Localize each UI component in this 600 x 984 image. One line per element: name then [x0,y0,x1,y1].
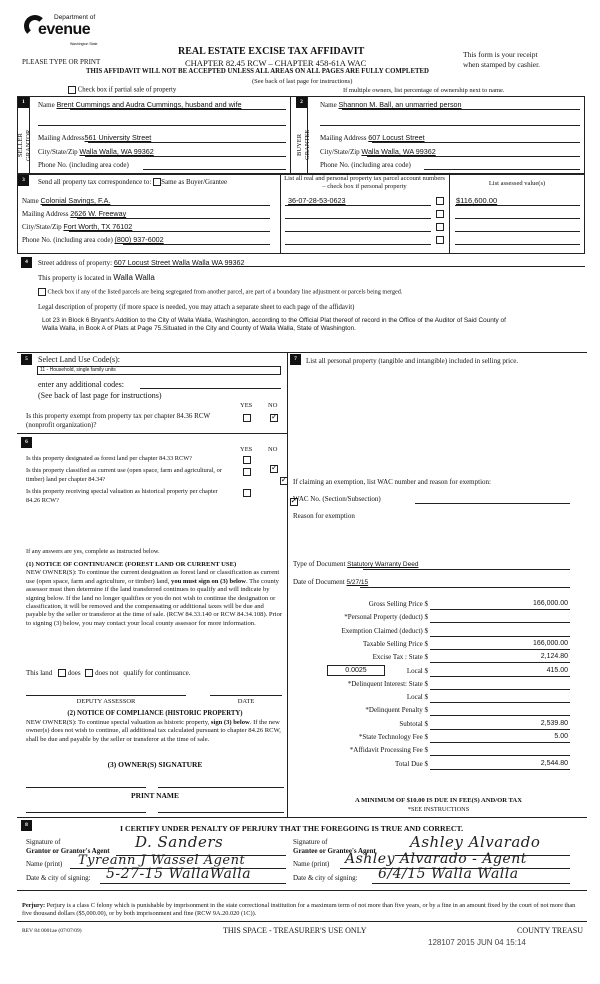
sale-row-label: *Delinquent Penalty $ [365,706,428,714]
sale-row-value[interactable]: 415.00 [546,667,568,674]
section-6-badge: 6 [21,437,32,448]
receipt-note-2: when stamped by cashier. [463,60,541,69]
grantee-label: GRANTEE [304,129,311,161]
assessor-date-line[interactable] [210,695,282,696]
multiple-owners-note: If multiple owners, list percentage of ownership next to name. [343,87,505,94]
date-label: DATE [237,698,255,705]
seller-mailing-label: Mailing Address [38,134,85,142]
land-use-see-back: (See back of last page for instructions) [38,391,162,400]
sale-row-label: *Personal Property (deduct) $ [344,613,428,621]
assessed-header: List assessed value(s) [488,180,546,187]
notice-compliance [26,719,284,744]
same-as-buyer-checkbox[interactable] [153,178,161,186]
perjury-bold: Perjury: [22,902,46,909]
notice-2-text-b: . If the new owner(s) does not wish to continue, all additional tax calculated pursuant to chapter 84.26 RCW, shall be due and payable by the seller or transferor at the time of sale. [26,719,281,743]
logo-department: Department of [54,14,96,21]
seller-name-label: Name [38,101,55,109]
additional-codes-field[interactable] [140,388,281,389]
underline [363,569,570,570]
corr-city-label: City/State/Zip [22,223,62,231]
buyer-phone-label: Phone No. (including area code) [320,161,411,169]
corr-phone-row [22,235,164,244]
personal-property-checkbox[interactable] [436,197,444,205]
cashier-stamp: 128107 2015 JUN 04 15:14 [428,938,526,947]
grantor-name-label: Name (print) [26,860,63,868]
notice-1-title: (1) NOTICE OF CONTINUANCE (FOREST LAND OR CURRENT USE) [26,561,237,568]
sale-row-label: Local $ [406,667,428,675]
sale-row-label: *Delinquent Interest: State $ [347,680,428,688]
sale-row-label: Local $ [406,693,428,701]
corr-name-label: Name [22,197,39,205]
does-label: does [67,669,81,677]
does-qualify-checkbox[interactable] [58,669,66,677]
underline [69,231,270,232]
underline [88,142,286,143]
classification-question: Is this property designated as forest land per chapter 84.33 RCW? [26,455,192,462]
personal-property-label: List all personal property (tangible and intangible) included in selling price. [306,357,519,365]
grantee-sig-label-2: Grantee or Grantee's Agent [293,847,376,855]
grantee-date-label: Date & city of signing: [293,874,358,882]
underline [430,622,570,623]
grantor-sig-label-2: Grantor or Grantor's Agent [26,847,110,855]
sale-row-label: Total Due $ [395,760,428,768]
corr-name-field[interactable]: Colonial Savings, F.A. [40,196,111,205]
seller-label: SELLER [17,133,24,157]
divider [17,433,288,434]
grantee-date-field[interactable]: 6/4/15 Walla Walla [378,866,519,882]
underline [430,715,570,716]
underline [70,109,286,110]
assessed-value-field[interactable]: $116,600.00 [456,196,498,205]
classification-no-checkbox[interactable] [280,477,288,485]
assessed-row [455,222,580,233]
exempt-no-checkbox[interactable] [270,414,278,422]
wac-field[interactable] [415,503,570,504]
continuance-row [26,669,190,677]
yes-header-6: YES [240,446,253,453]
see-back-note: (See back of last page for instructions) [252,78,353,85]
underline [455,244,580,245]
print-name-line-2[interactable] [158,812,284,813]
logo-word: evenue [38,21,91,38]
underline [123,244,270,245]
sale-row-value[interactable]: 5.00 [554,733,568,740]
section-2-badge: 2 [296,97,307,108]
land-use-select[interactable]: 11 - Household, single family units [37,366,281,375]
owner-signature-line-1[interactable] [26,787,146,788]
street-field[interactable]: 607 Locust Street Walla Walla WA 99362 [113,258,245,267]
underline [372,883,570,884]
deputy-assessor-line[interactable] [26,695,186,696]
seller-name-line-2[interactable] [38,125,286,126]
owner-signature-line-2[interactable] [158,787,284,788]
underline [430,636,570,637]
seller-city-label: City/State/Zip [38,148,78,156]
additional-codes-label: enter any additional codes: [38,380,124,389]
buyer-name-line-2[interactable] [320,125,580,126]
classification-yes-checkbox[interactable] [243,468,251,476]
send-correspondence-label: Send all property tax correspondence to: [38,178,152,186]
seller-mailing-field[interactable]: 561 University Street [84,133,152,142]
buyer-city-label: City/State/Zip [320,148,360,156]
correspondence-send-row [38,178,227,186]
exempt-question: Is this property exempt from property tax per chapter 84.36 RCW (nonprofit organization)? [26,412,210,429]
buyer-city-row [320,147,436,156]
underline [455,231,580,232]
personal-property-checkbox[interactable] [436,223,444,231]
located-field[interactable]: Walla Walla [113,273,155,282]
does-not-label: does not [95,669,119,677]
corr-city-row [22,222,132,231]
sale-row-label: Excise Tax : State $ [372,653,428,661]
parcel-row [285,222,447,233]
notice-2-bold: sign (3) below [210,719,250,726]
seller-side-label [17,120,32,170]
sale-row-label: Taxable Selling Price $ [362,640,428,648]
seller-city-field[interactable]: Walla Walla, WA 99362 [79,147,154,156]
corr-city-field[interactable]: Fort Worth, TX 76102 [63,222,133,231]
legal-label: Legal description of property (if more space is needed, you may attach a separate sheet to each page of the affidavit) [38,304,355,311]
street-label: Street address of property: [38,259,113,267]
assessed-row [455,196,580,207]
underline [430,769,570,770]
underline [430,755,570,756]
grantee-name-label: Name (print) [293,860,330,868]
grantor-date-label: Date & city of signing: [26,874,91,882]
sale-row-value[interactable]: 2,124.80 [540,653,568,660]
seller-mailing-row [38,133,151,142]
classification-question: Is this property classified as current use (open space, farm and agricultural, or timber) land per chapter 84.34? [26,467,222,483]
section-1-badge: 1 [18,97,29,108]
parcel-row [285,209,447,220]
section-3-badge: 3 [18,175,29,186]
buyer-phone-row [320,161,411,169]
deputy-assessor-label: DEPUTY ASSESSOR [76,698,136,705]
reason-label: Reason for exemption [293,512,355,520]
located-label: This property is located in [38,274,112,282]
assessed-row [455,235,580,246]
underline [430,689,570,690]
grantor-signature-field[interactable]: D. Sanders [135,833,224,851]
located-row [38,273,155,282]
buyer-name-row [320,100,462,109]
doc-date-field[interactable]: 5/27/15 [346,579,369,586]
sale-row-label: *State Technology Fee $ [358,733,428,741]
underline [285,231,431,232]
form-title: REAL ESTATE EXCISE TAX AFFIDAVIT [178,46,365,57]
grantee-sig-label-1: Signature of [293,838,328,846]
grantor-date-field[interactable]: 5-27-15 WallaWalla [106,866,252,882]
grantor-sig-label-1: Signature of [26,838,61,846]
grantor-label: GRANTOR [25,129,32,161]
treasurer-use-label: THIS SPACE - TREASURER'S USE ONLY [223,926,367,935]
county-treasurer-label: COUNTY TREASU [517,926,584,935]
section-7-badge: 7 [290,354,301,365]
classification-question: Is this property receiving special valuation as historical property per chapter 84.26 RCW? [26,488,218,504]
no-header-6: NO [268,446,278,453]
notice-1-bold: you must sign on (3) below [171,577,246,585]
partial-sale-checkbox[interactable] [68,86,76,94]
doc-date-row [293,578,368,586]
classification-yes-checkbox[interactable] [243,456,251,464]
sale-row-value[interactable]: 2,544.80 [540,760,568,767]
see-instructions: *SEE INSTRUCTIONS [407,806,470,813]
minimum-note: A MINIMUM OF $10.00 IS DUE IN FEE(S) AND/OR TAX [355,797,522,804]
section-8-badge: 8 [21,820,32,831]
notice-1-text-b: . The county assessor must then determine if the land transferred continues to qualify and will indicate by signing below. If the land no longer qualifies or you do not wish to continue the designation or classification, it will be removed and the compensating or additional taxes will be due and payable by the seller or transferor at the time of sale. (RCW 84.33.140 or RCW 84.34.108). Prior to signing (3) below, you may contact your local county assessor for more information. [26,577,283,627]
corr-phone-field[interactable]: (800) 937-6002 [114,235,164,244]
parcel-row [285,196,447,207]
underline [285,218,431,219]
sale-row-value[interactable]: 166,000.00 [532,600,568,607]
underline [455,218,580,219]
grantee-name-field[interactable]: Ashley Alvarado - Agent [345,851,527,867]
segregated-label: Check box if any of the listed parcels are being segregated from another parcel, are part of a boundary line adjustment or parcels being merged. [47,288,403,296]
underline [430,662,570,663]
seller-phone-label: Phone No. (including area code) [38,161,129,169]
receipt-note-1: This form is your receipt [463,50,538,59]
underline [372,142,580,143]
buyer-label: BUYER [296,133,303,157]
seller-name-field[interactable]: Brent Cummings and Audra Cummings, husband and wife [56,100,242,109]
underline [430,702,570,703]
sale-row-value[interactable]: 2,539.80 [540,720,568,727]
corr-name-row [22,196,110,205]
underline [430,609,570,610]
exemption-label: If claiming an exemption, list WAC number and reason for exemption: [293,478,491,486]
logo-state: Washington State [70,42,98,46]
buyer-side-label [296,120,311,170]
does-not-qualify-checkbox[interactable] [85,669,93,677]
perjury-note [22,902,582,918]
print-name-label: PRINT NAME [131,791,179,800]
divider [449,174,450,254]
seller-phone-row [38,161,129,169]
partial-sale-label: Check box if partial sale of property [77,86,177,94]
seller-phone-field[interactable] [143,169,286,170]
underline [342,109,580,110]
divider [17,921,587,922]
if-yes-note: If any answers are yes, complete as instructed below. [26,548,160,555]
buyer-city-field[interactable]: Walla Walla, WA 99362 [361,147,436,156]
underline [285,244,431,245]
buyer-mailing-label: Mailing Address [320,134,367,142]
underline [285,205,431,206]
corr-mailing-field[interactable]: 2626 W. Freeway [70,209,127,218]
perjury-text: Perjury is a class C felony which is punishable by imprisonment in the state correctional institution for a maximum term of not more than five years, or by a fine in an amount fixed by the court of not more than five thousand dollars ($5,000.00), or by both imprisonment and fine (RCW 9A.20.020 (1C)). [22,902,576,917]
classification-yes-checkbox[interactable] [243,489,251,497]
underline [430,649,570,650]
sale-row-label: *Affidavit Processing Fee $ [349,746,428,754]
classification-no-checkbox[interactable] [270,465,278,473]
print-name-line-1[interactable] [26,812,146,813]
sale-row-value[interactable]: 166,000.00 [532,640,568,647]
corr-mailing-row [22,209,126,218]
exempt-yes-checkbox[interactable] [243,414,251,422]
grantor-name-field[interactable]: Tyreann J Wassel Agent [78,853,246,868]
segregated-row [38,288,402,296]
seller-city-row [38,147,154,156]
doc-type-field[interactable]: Statutory Warranty Deed [347,561,419,568]
doc-type-label: Type of Document [293,560,346,568]
divider [287,352,288,818]
divider [17,890,587,891]
doc-type-row [293,560,418,568]
dor-logo [22,12,107,52]
wac-label: WAC No. (Section/Subsection) [293,495,381,503]
buyer-mailing-row [320,133,425,142]
legal-description-field[interactable]: Lot 23 in Block 6 Bryant's Addition to the City of Walla Walla, Washington, according to the Official Plat thereof of record in the Office of the Auditor of Said County of Walla Walla, in Book A of Plats at Page 75.Situated in the City and County of Walla Walla, State of Washington. [42,317,506,332]
completion-warning: THIS AFFIDAVIT WILL NOT BE ACCEPTED UNLESS ALL AREAS ON ALL PAGES ARE FULLY COMPLETED [86,68,429,75]
underline [430,676,570,677]
underline [85,156,286,157]
seller-name-row [38,100,286,109]
section-5-badge: 5 [21,354,32,365]
buyer-mailing-field[interactable]: 607 Locust Street [368,133,425,142]
personal-property-checkbox[interactable] [436,210,444,218]
sale-row-label: Subtotal $ [399,720,428,728]
parcel-header: List all real and personal property tax parcel account numbers – check box if personal property [284,175,445,190]
assessed-row [455,209,580,220]
segregated-checkbox[interactable] [38,288,46,296]
underline [430,742,570,743]
underline [100,883,286,884]
sale-row-label: Exemption Claimed (deduct) $ [341,627,428,635]
notice-1-text: NEW OWNER(S): To continue the current designation as forest land or classification as current use (open space, farm and agriculture, or timber) land, [26,569,280,585]
underline [367,156,580,157]
sale-row-label: Gross Selling Price $ [368,600,428,608]
same-as-buyer-label: Same as Buyer/Grantee [161,178,228,186]
notice-2-text: NEW OWNER(S): To continue special valuation as historic property, [26,719,211,726]
corr-phone-label: Phone No. (including area code) [22,236,113,244]
underline [430,729,570,730]
buyer-phone-field[interactable] [424,169,580,170]
parcel-row [285,235,447,246]
owner-signature-label: (3) OWNER(S) SIGNATURE [107,760,203,769]
underline [360,587,570,588]
notice-continuance [26,561,284,628]
chapter-line: CHAPTER 82.45 RCW – CHAPTER 458-61A WAC [185,58,367,68]
doc-date-label: Date of Document [293,578,345,586]
buyer-name-field[interactable]: Shannon M. Ball, an unmarried person [338,100,462,109]
notice-2-title: (2) NOTICE OF COMPLIANCE (HISTORIC PROPERTY) [67,710,243,717]
underline [42,205,270,206]
this-land-label: This land [26,669,53,677]
divider [290,96,291,174]
underline [123,266,585,267]
underline [455,205,580,206]
personal-property-checkbox[interactable] [436,236,444,244]
please-type-label: PLEASE TYPE OR PRINT [22,58,101,66]
certification-statement: I CERTIFY UNDER PENALTY OF PERJURY THAT THE FOREGOING IS TRUE AND CORRECT. [120,824,464,833]
partial-sale-row [68,86,176,94]
land-use-label: Select Land Use Code(s): [38,355,120,364]
form-number: REV 84 0001ae (07/07/09) [22,928,82,934]
yes-header-5: YES [240,402,253,409]
buyer-name-label: Name [320,101,337,109]
section-4-badge: 4 [21,257,32,268]
no-header-5: NO [268,402,278,409]
local-rate-field[interactable]: 0.0025 [327,665,385,676]
qualify-label: qualify for continuance. [123,669,191,677]
divider [280,174,281,254]
corr-mailing-label: Mailing Address [22,210,69,218]
parcel-number-field[interactable]: 36-07-28-53-0623 [288,196,346,205]
underline [77,218,270,219]
grantee-signature-field[interactable]: Ashley Alvarado [410,833,541,851]
